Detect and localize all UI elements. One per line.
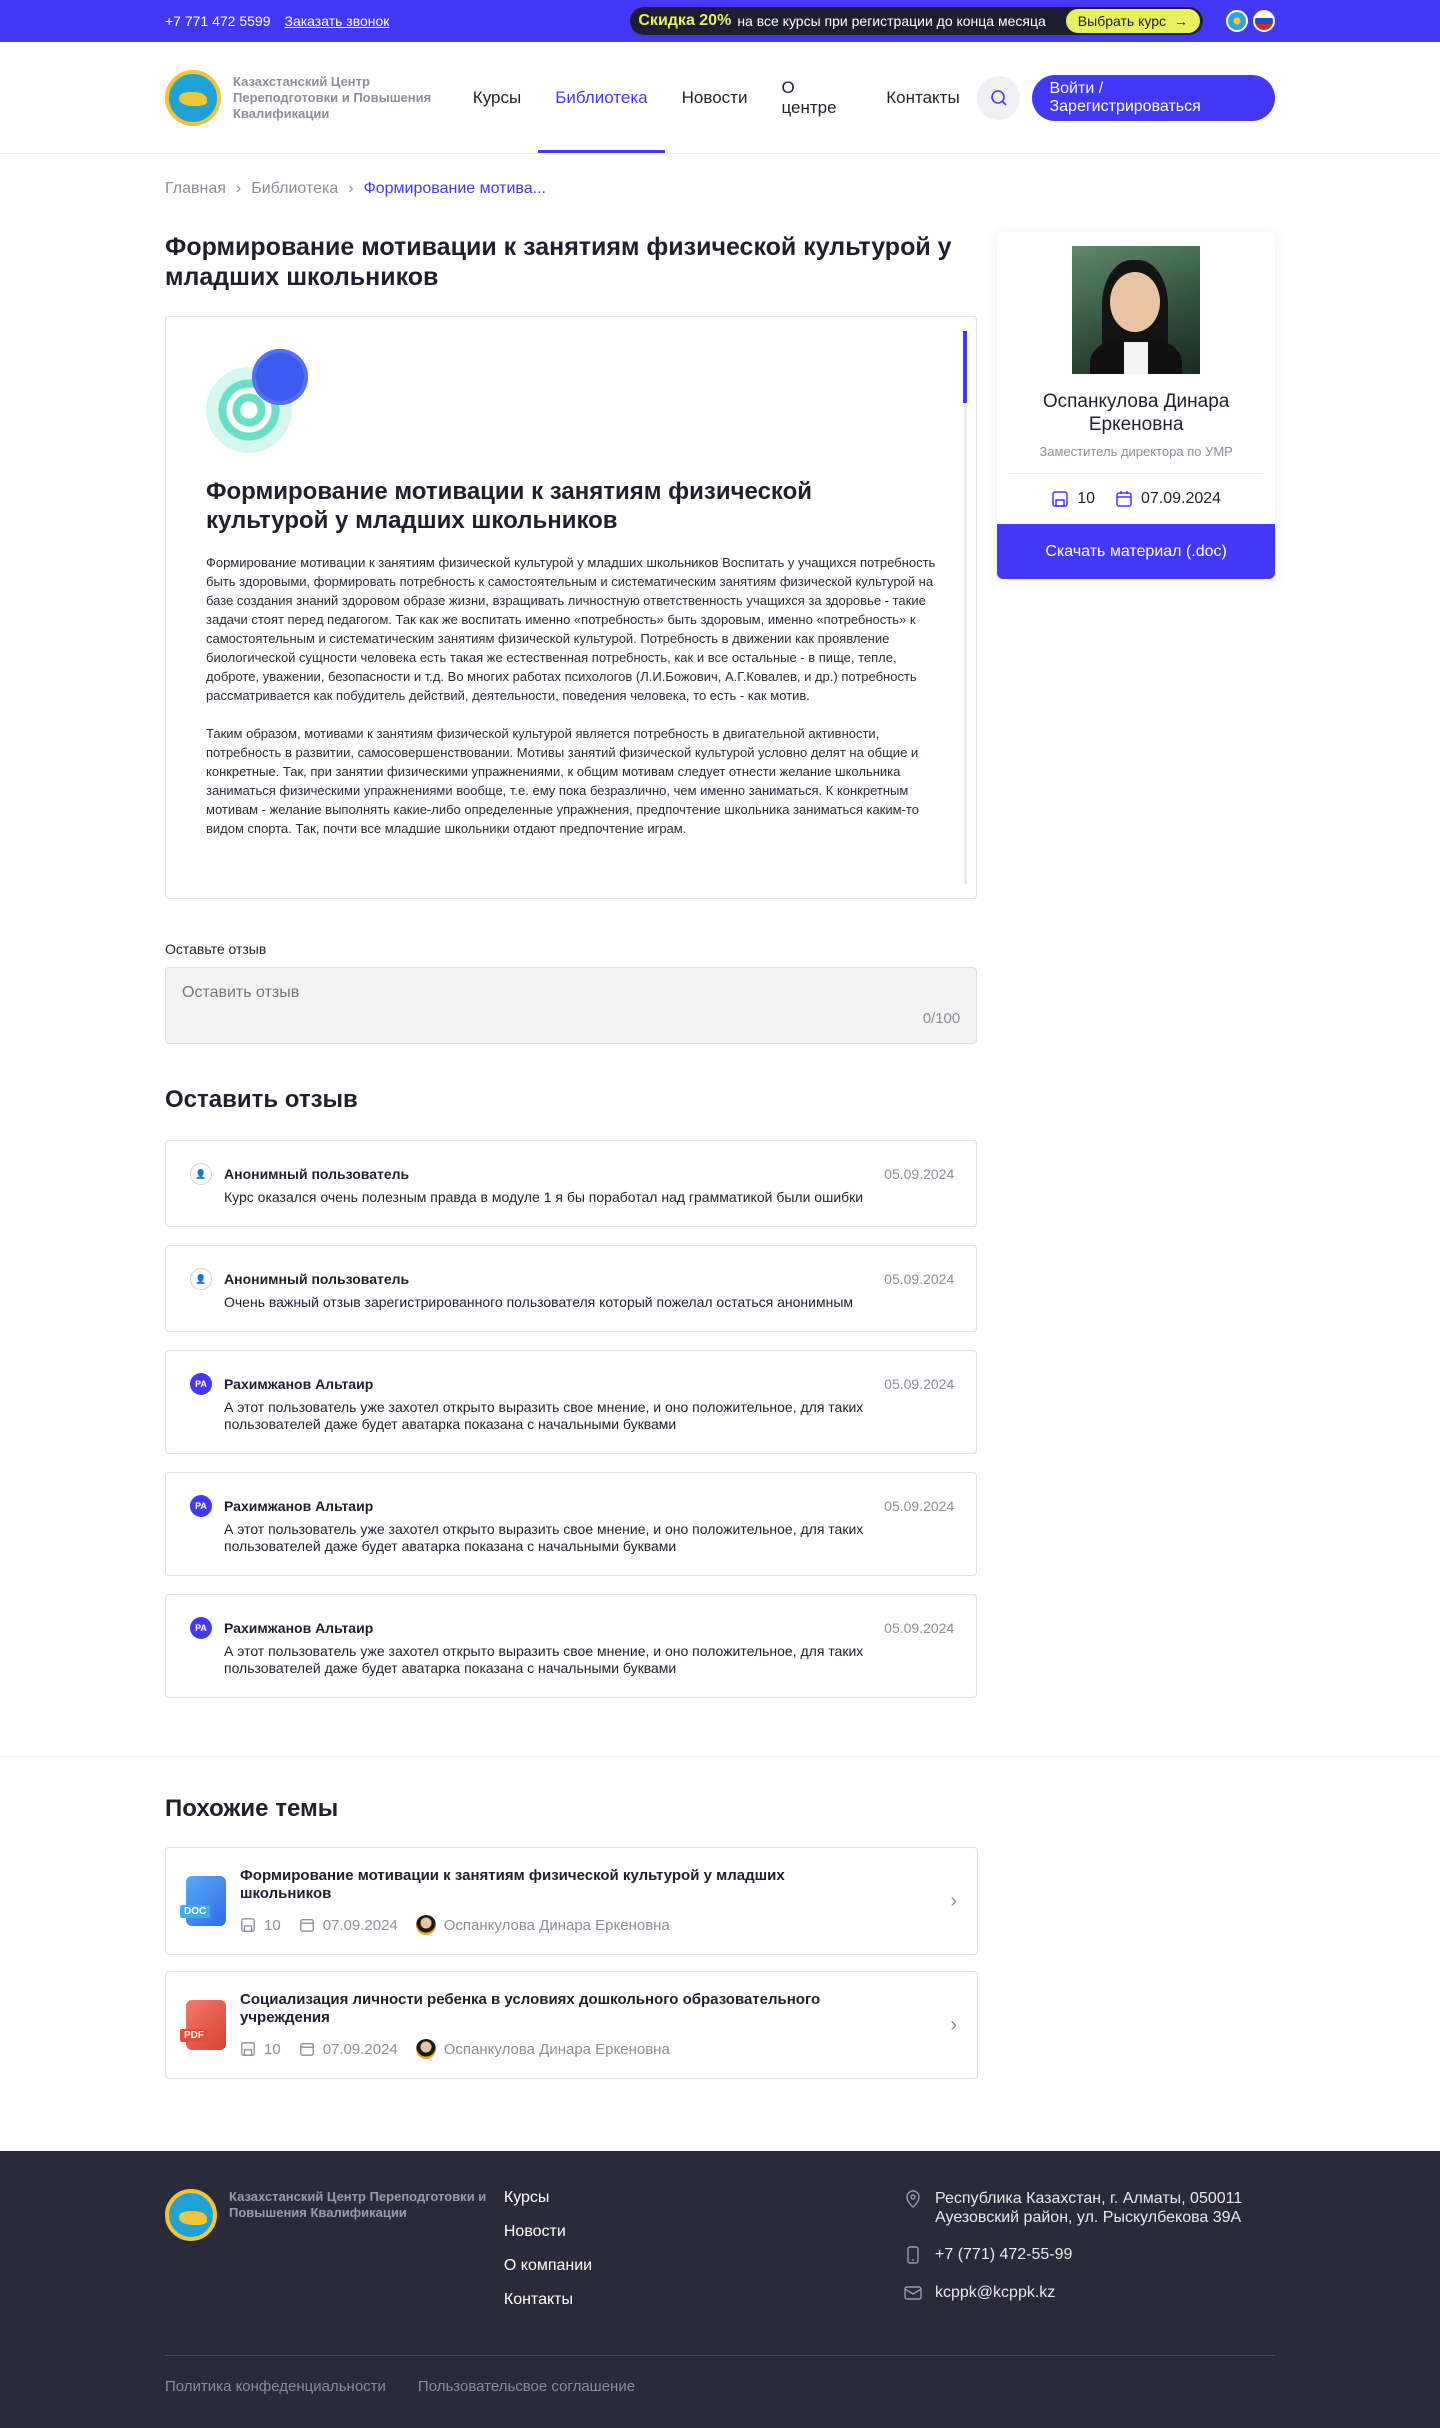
saves-count: 10	[1077, 490, 1095, 507]
comment-author: Рахимжанов Альтаир	[224, 1620, 374, 1636]
comment-date: 05.09.2024	[884, 1620, 955, 1636]
page-title: Формирование мотивации к занятиям физической культурой у младших школьников	[165, 233, 952, 291]
download-button[interactable]: Скачать материал (.doc)	[997, 524, 1275, 579]
document-body	[206, 553, 936, 838]
user-icon: 👤	[190, 1163, 212, 1185]
similar-topics	[0, 1795, 1440, 2151]
scrollbar-track[interactable]	[964, 331, 967, 884]
publish-date: 07.09.2024	[322, 1916, 398, 1934]
promo-text: на все курсы при регистрации до конца месяца	[737, 13, 1046, 29]
logo[interactable]	[165, 70, 444, 126]
similar-title: Похожие темы	[165, 1795, 339, 1822]
chevron-right-icon: ›	[235, 180, 242, 197]
comment-date: 05.09.2024	[884, 1271, 955, 1287]
main-nav	[456, 42, 977, 153]
nav-library[interactable]: Библиотека	[538, 42, 664, 153]
promo-highlight: Скидка 20%	[638, 12, 732, 29]
arrow-right-icon: →	[1174, 13, 1188, 29]
breadcrumb-home[interactable]: Главная	[165, 180, 226, 197]
comment-text: А этот пользователь уже захотел открыто выразить свое мнение, и оно положительное, для таких пользователей даже будет аватарка показана с начальными буквами	[224, 1521, 864, 1554]
author-role: Заместитель директора по УМР	[1009, 444, 1263, 474]
author-stats	[997, 474, 1275, 524]
footer-logo[interactable]	[165, 2189, 504, 2325]
breadcrumb	[0, 154, 1440, 198]
breadcrumb-current: Формирование мотива...	[363, 180, 546, 197]
top-bar	[0, 0, 1440, 42]
doc-file-icon: DOC	[186, 1876, 226, 1926]
footer-contacts	[903, 2189, 1275, 2325]
similar-author: Оспанкулова Динара Еркеновна	[443, 2040, 670, 2058]
nav-courses[interactable]: Курсы	[472, 87, 522, 107]
comment-card	[165, 1245, 977, 1332]
document-viewer[interactable]	[165, 316, 977, 899]
publish-date: 07.09.2024	[1140, 490, 1222, 507]
author-avatar	[416, 1915, 436, 1935]
footer-link-contacts[interactable]: Контакты	[503, 2291, 573, 2308]
saves-count: 10	[264, 2040, 281, 2058]
comment-card	[165, 1350, 977, 1454]
save-icon	[240, 1917, 256, 1933]
save-icon	[1051, 490, 1069, 508]
logo-emblem-icon	[165, 2189, 217, 2241]
calendar-icon	[1115, 490, 1133, 508]
nav-about[interactable]: О центре	[781, 77, 837, 117]
comments-title: Оставить отзыв	[165, 1086, 358, 1113]
comment-text: Курс оказался очень полезным правда в модуле 1 я бы поработал над грамматикой были ошибки	[224, 1189, 864, 1205]
comment-author: Рахимжанов Альтаир	[224, 1376, 374, 1392]
comment-card	[165, 1472, 977, 1576]
review-counter: 0/100	[922, 1010, 961, 1027]
comment-text: А этот пользователь уже захотел открыто выразить свое мнение, и оно положительное, для таких пользователей даже будет аватарка показана с начальными буквами	[224, 1399, 864, 1432]
comment-author: Рахимжанов Альтаир	[224, 1498, 374, 1514]
document-title: Формирование мотивации к занятиям физической культурой у младших школьников	[206, 478, 813, 534]
nav-contacts[interactable]: Контакты	[886, 87, 960, 107]
comment-date: 05.09.2024	[884, 1166, 955, 1182]
callback-link[interactable]: Заказать звонок	[284, 13, 390, 29]
scrollbar-thumb[interactable]	[963, 331, 967, 403]
author-card	[997, 232, 1275, 579]
footer-links	[504, 2189, 903, 2325]
phone-icon	[903, 2245, 923, 2265]
comment-text: Очень важный отзыв зарегистрированного пользователя который пожелал остаться анонимным	[224, 1294, 854, 1310]
save-icon	[240, 2041, 256, 2057]
choose-course-button[interactable]	[1066, 9, 1200, 33]
lang-ru-flag-icon[interactable]	[1253, 10, 1275, 32]
document-paragraph: Таким образом, мотивами к занятиям физической культурой является потребность в двигательной активности, потребность в развитии, самосовершенствовании. Мотивы занятий физической культурой условно делят на общие и конкретные. Так, при занятии физическими упражнениями, к общим мотивам следует отнести желание школьника заниматься физическими упражнениями вообще, т.е. ему пока безразлично, чем именно заниматься. К конкретным мотивам - желание выполнять какие-либо определенные упражнения, предпочтение школьника заниматься каким-то видом спорта. Так, почти все младшие школьники отдают предпочтение играм.	[206, 726, 919, 836]
footer-logo-text: Казахстанский Центр Переподготовки и Повышения Квалификации	[229, 2189, 487, 2220]
main-content	[0, 232, 1440, 1716]
search-button[interactable]	[977, 76, 1021, 120]
author-avatar	[416, 2039, 436, 2059]
breadcrumb-library[interactable]: Библиотека	[251, 180, 339, 197]
search-icon	[989, 88, 1009, 108]
mail-icon	[903, 2283, 923, 2303]
avatar-initials: PA	[190, 1617, 212, 1639]
privacy-policy-link[interactable]: Политика конфеденциальности	[165, 2378, 386, 2395]
footer-email[interactable]: kcppk@kcppk.kz	[935, 2284, 1056, 2301]
logo-emblem-icon	[165, 70, 221, 126]
chevron-right-icon: ›	[348, 180, 354, 197]
comment-text: А этот пользователь уже захотел открыто выразить свое мнение, и оно положительное, для таких пользователей даже будет аватарка показана с начальными буквами	[224, 1643, 864, 1676]
lang-kz-flag-icon[interactable]	[1226, 10, 1248, 32]
pdf-file-icon: PDF	[186, 2000, 226, 2050]
login-button[interactable]: Войти / Зарегистрироваться	[1032, 75, 1275, 121]
similar-author: Оспанкулова Динара Еркеновна	[443, 1916, 670, 1934]
user-icon: 👤	[190, 1268, 212, 1290]
left-column	[165, 232, 977, 1716]
comment-date: 05.09.2024	[884, 1498, 955, 1514]
similar-item-title: Социализация личности ребенка в условиях дошкольного образовательного учреждения	[240, 1991, 821, 2026]
comment-date: 05.09.2024	[884, 1376, 955, 1392]
author-photo	[1072, 246, 1200, 374]
logo-text: Казахстанский Центр Переподготовки и Повышения Квалификации	[233, 73, 432, 121]
comment-card	[165, 1140, 977, 1227]
document-illustration	[206, 349, 310, 453]
header	[0, 42, 1440, 154]
footer-phone[interactable]: +7 (771) 472-55-99	[935, 2246, 1073, 2263]
similar-item[interactable]	[165, 1847, 978, 1955]
footer-link-news[interactable]: Новости	[503, 2223, 566, 2240]
saves-count: 10	[264, 1916, 281, 1934]
avatar-initials: PA	[190, 1373, 212, 1395]
right-column	[997, 232, 1275, 1716]
review-field[interactable]	[165, 967, 977, 1044]
review-label: Оставьте отзыв	[165, 941, 267, 957]
calendar-icon	[299, 2041, 315, 2057]
footer-link-courses[interactable]: Курсы	[503, 2189, 550, 2206]
document-paragraph: Формирование мотивации к занятиям физической культурой у младших школьников Воспитать у учащихся потребность быть здоровыми, формировать потребность к самостоятельным и систематическим занятиям физической культурой на базе создания знаний здоровом образе жизни, взращивать личностную ответственность учащихся за здоровье - такие задачи стоят перед педагогом. Так как же воспитать именно «потребность» быть здоровым, именно «потребность» к самостоятельным и систематическим занятиям физической культурой. Потребность в движении как проявление биологической сущности человека есть такая же естественная потребность, как и все остальные - в пище, тепле, доброте, уважении, безопасности и т.д. Во многих работах психологов (Л.И.Божович, А.Г.Ковалев, и др.) потребность рассматривается как побудитель действий, деятельности, поведения человека, то есть - как мотив.	[206, 555, 936, 703]
similar-item-title: Формирование мотивации к занятиям физической культурой у младших школьников	[240, 1867, 785, 1902]
nav-news[interactable]: Новости	[681, 87, 748, 107]
review-input[interactable]	[182, 984, 960, 1002]
comment-author: Анонимный пользователь	[224, 1271, 410, 1287]
avatar-initials: PA	[190, 1495, 212, 1517]
footer-link-company[interactable]: О компании	[503, 2257, 593, 2274]
comment-author: Анонимный пользователь	[224, 1166, 410, 1182]
promo-banner	[630, 7, 1203, 35]
comment-card	[165, 1594, 977, 1698]
footer	[0, 2151, 1440, 2428]
publish-date: 07.09.2024	[322, 2040, 398, 2058]
chevron-right-icon: ›	[950, 2013, 957, 2036]
location-icon	[903, 2189, 923, 2209]
calendar-icon	[299, 1917, 315, 1933]
similar-item[interactable]	[165, 1971, 978, 2079]
top-phone[interactable]: +7 771 472 5599	[165, 13, 271, 29]
choose-course-label: Выбрать курс	[1077, 13, 1166, 29]
footer-address: Республика Казахстан, г. Алматы, 050011 Ауезовский район, ул. Рыскулбекова 39А	[935, 2190, 1243, 2226]
chevron-right-icon: ›	[950, 1889, 957, 1912]
section-divider	[0, 1756, 1440, 1757]
user-agreement-link[interactable]: Пользовательсвое соглашение	[417, 2378, 636, 2395]
author-name: Оспанкулова Динара Еркеновна	[1042, 391, 1230, 435]
